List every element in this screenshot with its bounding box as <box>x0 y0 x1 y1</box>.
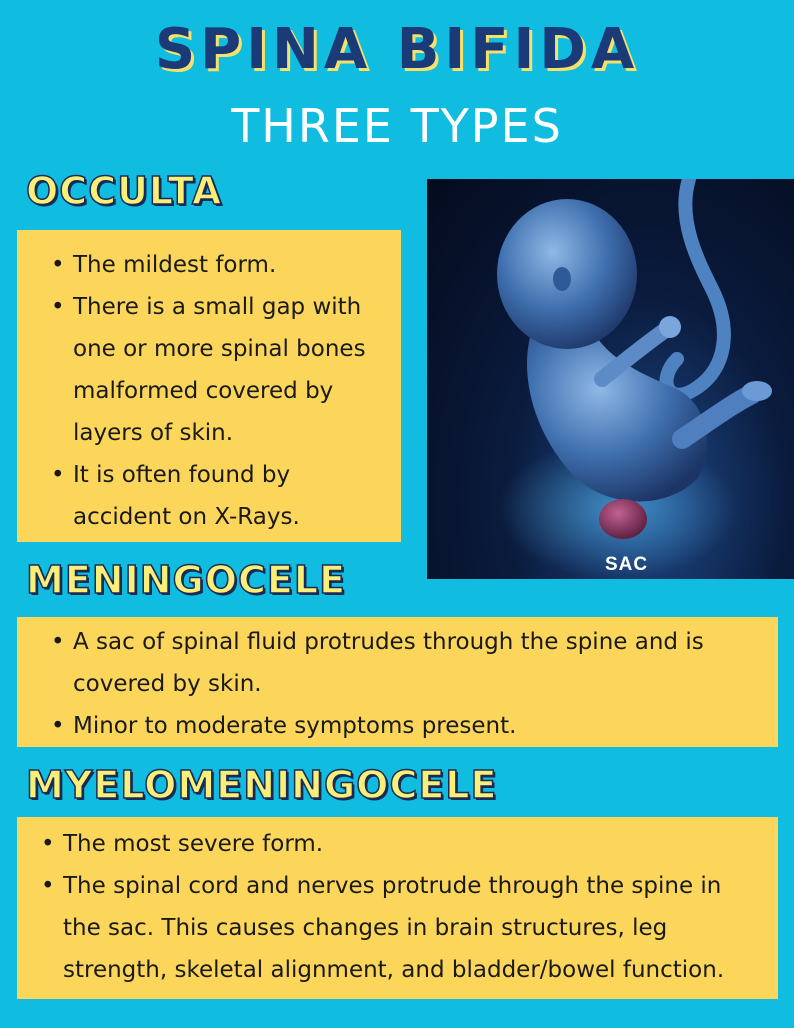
page-title: SPINA BIFIDA <box>154 17 640 82</box>
fetus-illustration <box>427 179 794 579</box>
fetus-image <box>427 179 794 579</box>
section-heading-meningocele: MENINGOCELE <box>26 558 347 602</box>
page-subtitle: THREE TYPES <box>231 99 563 153</box>
meningocele-box <box>17 617 778 747</box>
section-heading-myelomeningocele: MYELOMENINGOCELE <box>26 763 498 807</box>
myelomeningocele-bullet-list <box>39 823 766 991</box>
list-item: • There is a small gap with one or more spinal bones malformed covered by layers of skin. <box>49 286 391 454</box>
meningocele-bullet-list <box>49 621 768 747</box>
list-item: • The spinal cord and nerves protrude through the spine in the sac. This causes changes in brain structures, leg strength, skeletal alignment, and bladder/bowel function. <box>39 865 766 991</box>
list-item: • The mildest form. <box>49 244 391 286</box>
occulta-box <box>17 230 401 542</box>
list-item: • Minor to moderate symptoms present. <box>49 705 768 747</box>
list-item: • The most severe form. <box>39 823 766 865</box>
sac-label: SAC <box>605 554 649 575</box>
myelomeningocele-box <box>17 817 778 999</box>
section-heading-occulta: OCCULTA <box>26 169 223 213</box>
occulta-bullet-list <box>49 244 391 538</box>
list-item: • A sac of spinal fluid protrudes through the spine and is covered by skin. <box>49 621 768 705</box>
list-item: • It is often found by accident on X-Rays. <box>49 454 391 538</box>
